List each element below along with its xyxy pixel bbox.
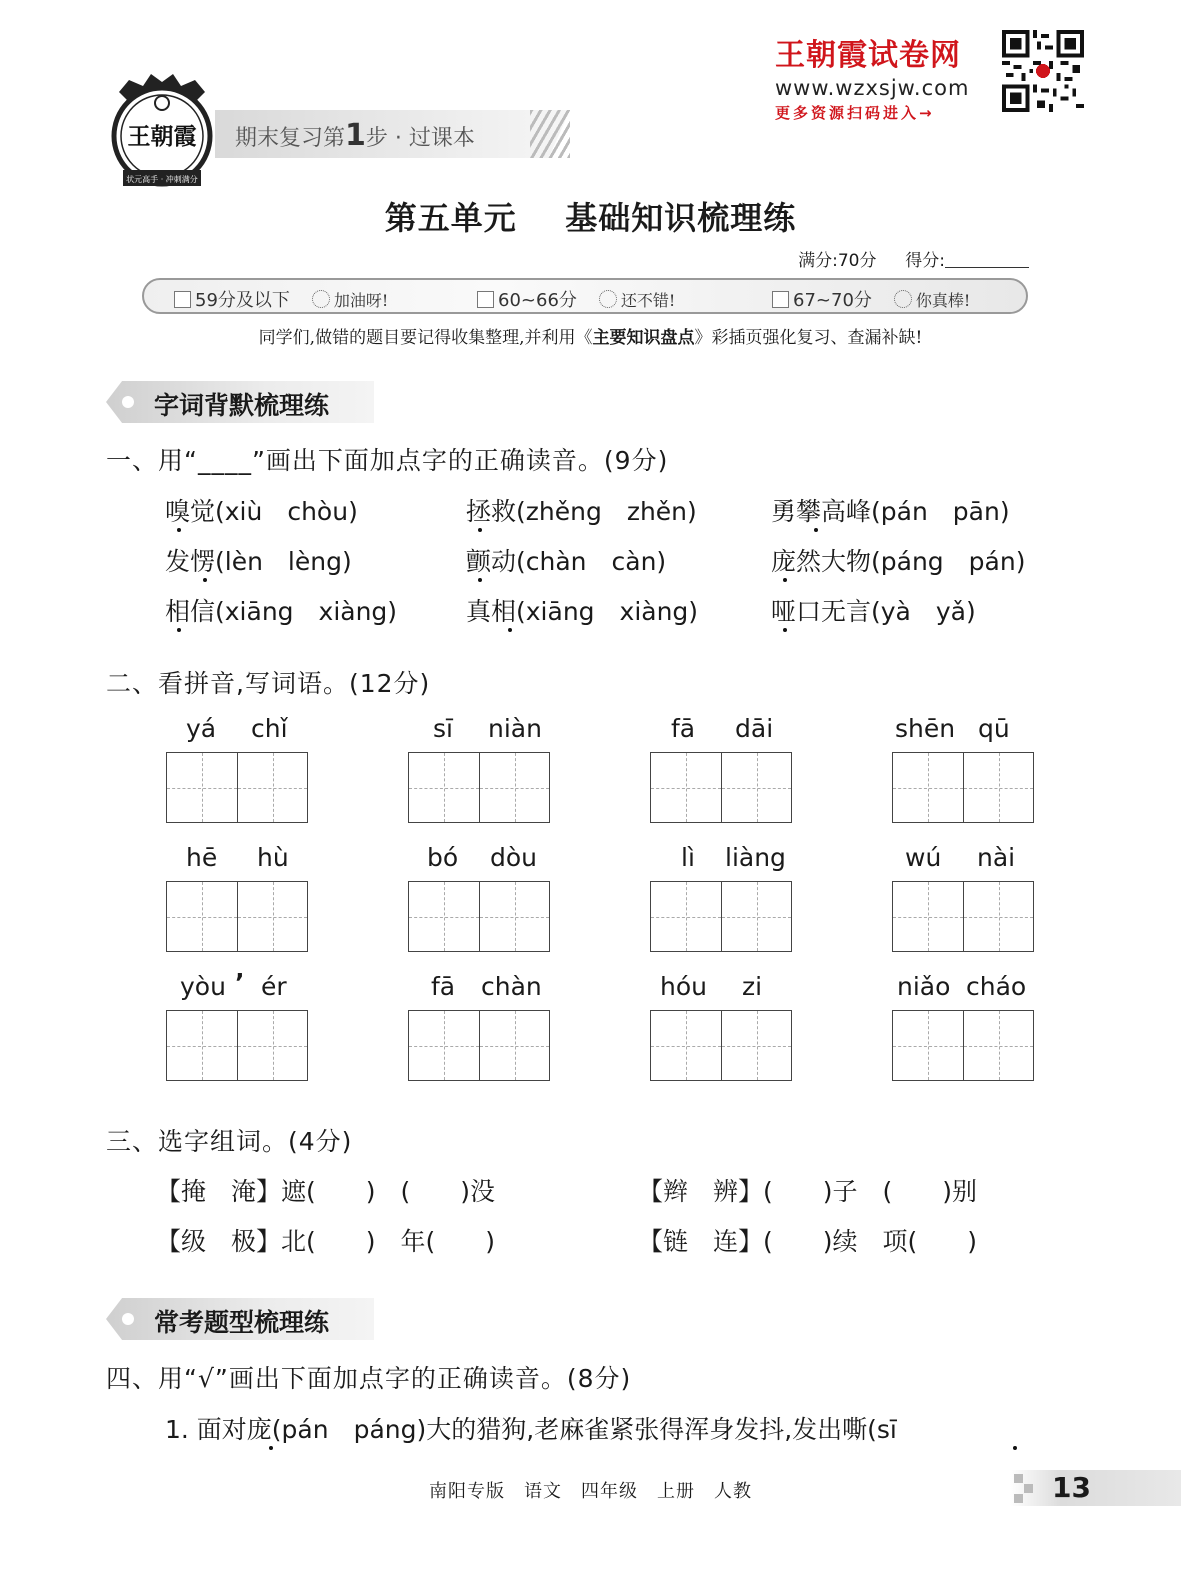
- badge-name-text: 王朝霞: [127, 123, 197, 150]
- pinyin-syllable: yòu: [180, 972, 226, 1001]
- pinyin-syllable: qū: [978, 714, 1010, 743]
- qr-code-icon[interactable]: [1002, 30, 1084, 112]
- writing-grid[interactable]: [166, 752, 308, 823]
- q3-item[interactable]: 【掩 淹】遮( ) ( )没: [156, 1177, 496, 1206]
- emphasis-dot: [269, 1446, 273, 1450]
- section-label: 常考题型梳理练: [154, 1308, 330, 1337]
- site-brand[interactable]: [775, 30, 995, 123]
- banner-suffix: 步 · 过课本: [365, 126, 475, 151]
- pinyin-syllable: fā: [431, 972, 456, 1001]
- decor-squares: [1014, 1474, 1044, 1504]
- footer-edition: 南阳专版 语文 四年级 上册 人教: [429, 1481, 752, 1502]
- study-tip: [0, 323, 1181, 348]
- rating-option[interactable]: [772, 286, 970, 312]
- unit-label: 第五单元: [384, 199, 517, 237]
- rating-range: 60~66分: [498, 290, 577, 311]
- smiley-icon: [599, 290, 617, 308]
- checkbox[interactable]: [174, 291, 191, 308]
- site-name: 王朝霞试卷网: [775, 38, 961, 73]
- q1-item[interactable]: 拯救(zhěng zhěn): [466, 497, 697, 526]
- q4-item[interactable]: 1. 面对庞(pán páng)大的猎狗,老麻雀紧张得浑身发抖,发出嘶(sī: [165, 1415, 897, 1444]
- emphasis-dot: [508, 628, 512, 632]
- rating-cheer: 加油呀!: [333, 290, 389, 310]
- unit-topic: 基础知识梳理练: [565, 199, 797, 237]
- writing-grid[interactable]: [408, 881, 550, 952]
- q1-item[interactable]: 发愣(lèn lèng): [165, 547, 352, 576]
- banner-prefix: 期末复习第: [235, 126, 346, 151]
- pinyin-syllable: sī: [433, 714, 453, 743]
- pinyin-syllable: yá: [186, 714, 217, 743]
- q1-item[interactable]: 嗅觉(xiù chòu): [165, 497, 358, 526]
- rating-cheer: 你真棒!: [915, 290, 971, 310]
- emphasis-dot: [783, 578, 787, 582]
- writing-grid[interactable]: [650, 1010, 792, 1081]
- section-label: 字词背默梳理练: [154, 391, 330, 420]
- rating-option[interactable]: [174, 286, 388, 312]
- pinyin-syllable: niǎo: [897, 972, 951, 1001]
- apostrophe: ’: [235, 968, 245, 997]
- score-label: 得分:: [905, 251, 945, 271]
- page-number: 13: [1052, 1471, 1091, 1504]
- smiley-icon: [894, 290, 912, 308]
- q1-item[interactable]: 庞然大物(páng pán): [771, 547, 1026, 576]
- rating-cheer: 还不错!: [620, 290, 676, 310]
- pinyin-syllable: hù: [257, 843, 289, 872]
- section-tag-vocabulary: [106, 381, 374, 423]
- pinyin-syllable: zi: [742, 972, 763, 1001]
- badge-ribbon-text: 状元高手 · 冲刺满分: [126, 175, 198, 184]
- writing-grid[interactable]: [166, 1010, 308, 1081]
- score-blank[interactable]: [945, 252, 1029, 268]
- site-cta[interactable]: 更多资源扫码进入→: [775, 104, 935, 122]
- step-banner: [215, 110, 570, 158]
- tip-bold: 主要知识盘点: [592, 328, 695, 348]
- pinyin-syllable: lì: [681, 843, 695, 872]
- writing-grid[interactable]: [408, 752, 550, 823]
- q3-item[interactable]: 【辫 辨】( )子 ( )别: [638, 1177, 978, 1206]
- question-4-title: 四、用“√”画出下面加点字的正确读音。(8分): [106, 1364, 632, 1393]
- question-3-title: 三、选字组词。(4分): [106, 1127, 353, 1156]
- q1-item[interactable]: 颤动(chàn càn): [466, 547, 667, 576]
- emphasis-dot: [478, 578, 482, 582]
- pinyin-syllable: cháo: [966, 972, 1027, 1001]
- section-tag-question-types: [106, 1298, 374, 1340]
- score-line: [798, 246, 1029, 271]
- emphasis-dot: [177, 628, 181, 632]
- checkbox[interactable]: [772, 291, 789, 308]
- q1-item[interactable]: 相信(xiāng xiàng): [165, 597, 398, 626]
- full-score: 满分:70分: [798, 251, 877, 271]
- pinyin-syllable: ér: [261, 972, 287, 1001]
- tip-text: 》彩插页强化复习、查漏补缺!: [694, 328, 923, 348]
- writing-grid[interactable]: [650, 752, 792, 823]
- rating-range: 59分及以下: [195, 290, 290, 311]
- writing-grid[interactable]: [892, 881, 1034, 952]
- emphasis-dot: [1013, 1446, 1017, 1450]
- q1-item[interactable]: 勇攀高峰(pán pān): [771, 497, 1010, 526]
- rating-option[interactable]: [477, 286, 675, 312]
- site-url[interactable]: www.wzxsjw.com: [775, 76, 970, 100]
- emphasis-dot: [814, 528, 818, 532]
- emphasis-dot: [783, 628, 787, 632]
- q3-item[interactable]: 【级 极】北( ) 年( ): [156, 1227, 496, 1256]
- pinyin-syllable: liàng: [725, 843, 786, 872]
- self-rating-bar: [142, 278, 1028, 314]
- question-2-title: 二、看拼音,写词语。(12分): [106, 669, 431, 698]
- brand-logo-badge: [107, 70, 217, 192]
- rating-range: 67~70分: [793, 290, 872, 311]
- pinyin-syllable: chàn: [481, 972, 542, 1001]
- pinyin-syllable: niàn: [488, 714, 542, 743]
- pinyin-syllable: wú: [905, 843, 942, 872]
- emphasis-dot: [177, 528, 181, 532]
- emphasis-dot: [478, 528, 482, 532]
- question-1-title: 一、用“____”画出下面加点字的正确读音。(9分): [106, 446, 669, 475]
- q1-item[interactable]: 真相(xiāng xiàng): [466, 597, 699, 626]
- emphasis-dot: [203, 578, 207, 582]
- banner-step-number: 1: [345, 118, 366, 153]
- page-title: [0, 193, 1181, 239]
- pinyin-syllable: dòu: [490, 843, 538, 872]
- pinyin-syllable: fā: [671, 714, 696, 743]
- writing-grid[interactable]: [408, 1010, 550, 1081]
- writing-grid[interactable]: [650, 881, 792, 952]
- tip-text: 同学们,做错的题目要记得收集整理,并利用《: [258, 328, 593, 348]
- pinyin-syllable: shēn: [895, 714, 956, 743]
- writing-grid[interactable]: [892, 752, 1034, 823]
- pinyin-syllable: dāi: [735, 714, 774, 743]
- q1-item[interactable]: 哑口无言(yà yǎ): [771, 597, 976, 626]
- pinyin-syllable: chǐ: [251, 714, 288, 743]
- writing-grid[interactable]: [892, 1010, 1034, 1081]
- pinyin-syllable: hóu: [660, 972, 707, 1001]
- q3-item[interactable]: 【链 连】( )续 项( ): [638, 1227, 978, 1256]
- writing-grid[interactable]: [166, 881, 308, 952]
- pinyin-syllable: hē: [186, 843, 218, 872]
- checkbox[interactable]: [477, 291, 494, 308]
- smiley-icon: [312, 290, 330, 308]
- pinyin-syllable: bó: [427, 843, 459, 872]
- pinyin-syllable: nài: [977, 843, 1016, 872]
